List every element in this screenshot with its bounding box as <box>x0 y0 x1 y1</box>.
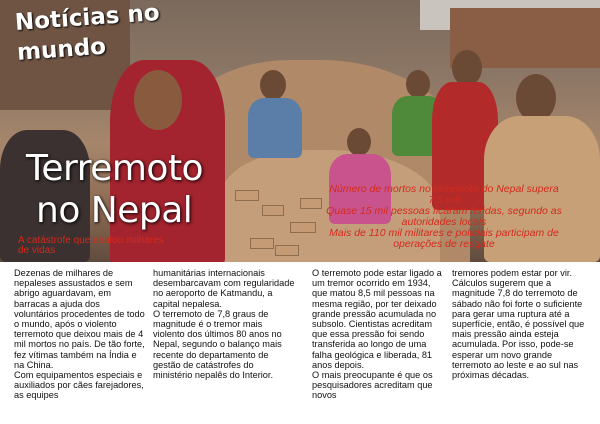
paragraph: humanitárias internacionais desembarcavam com regularidade no aeroporto de Katmandu, a capital nepalesa. <box>153 268 295 309</box>
brick <box>290 222 316 233</box>
highlights <box>326 184 562 250</box>
brick <box>262 205 284 216</box>
paragraph: O terremoto de 7,8 graus de magnitude é o tremor mais violento dos últimos 80 anos no Nepal, segundo o balanço mais recente do departamento de gestão de catástrofes do ministério nepalês do Interior. <box>153 308 282 381</box>
subtitle: A catástrofe que abalou milhares de vidas <box>18 235 164 256</box>
brick <box>275 245 299 256</box>
paragraph: O terremoto pode estar ligado a um tremor ocorrido em 1934, que matou 8,5 mil pessoas na mesma região, por ter deixado grande pressão acumulada no subsolo. Cientistas acreditam que essa pressão foi sendo transferida ao longo de uma falha geológica e liberada, 81 anos depois. <box>312 268 442 370</box>
headline <box>26 148 216 232</box>
article-column-2 <box>153 268 295 380</box>
highlight-item: Mais de 110 mil militares e policiais participam de operações de resgate <box>329 227 559 250</box>
article-column-4 <box>452 268 588 380</box>
face <box>134 70 182 130</box>
brick <box>250 238 274 249</box>
paragraph: Com equipamentos especiais e auxiliados por cães farejadores, as equipes <box>14 370 144 401</box>
article-column-3 <box>312 268 442 401</box>
brick <box>300 198 322 209</box>
headline-line-1: Terremoto <box>26 148 204 189</box>
section-title: Notícias no mundo <box>14 0 161 66</box>
man-blue-shirt <box>240 70 310 190</box>
paragraph: tremores podem estar por vir. Cálculos sugerem que a magnitude 7,8 do terremoto de sábado não foi forte o suficiente para gerar uma ruptura até a superfície, então, é possível que mais pressão ainda esteja acumulada. Por isso, pode-se esperar um novo grande terremoto ao leste e ao sul nas próximas décadas. <box>452 268 585 381</box>
highlight-item: Quase 15 mil pessoas ficaram feridas, segundo as autoridades locais <box>326 205 562 228</box>
article-column-1 <box>14 268 146 401</box>
paragraph: Dezenas de milhares de nepaleses assustados e sem abrigo aguardavam, em barracas a ajuda dos voluntários procedentes de todo o mundo, após o violento terremoto que deixou mais de 4 mil mortos no país. De tão forte, fez vítimas também na Índia e na China. <box>14 268 145 370</box>
headline-line-2: no Nepal <box>36 190 193 231</box>
brick <box>235 190 259 201</box>
paragraph: O mais preocupante é que os pesquisadores acreditam que novos <box>312 370 433 401</box>
highlight-item: Número de mortos no terremoto do Nepal supera 7,5 mil <box>329 183 559 206</box>
